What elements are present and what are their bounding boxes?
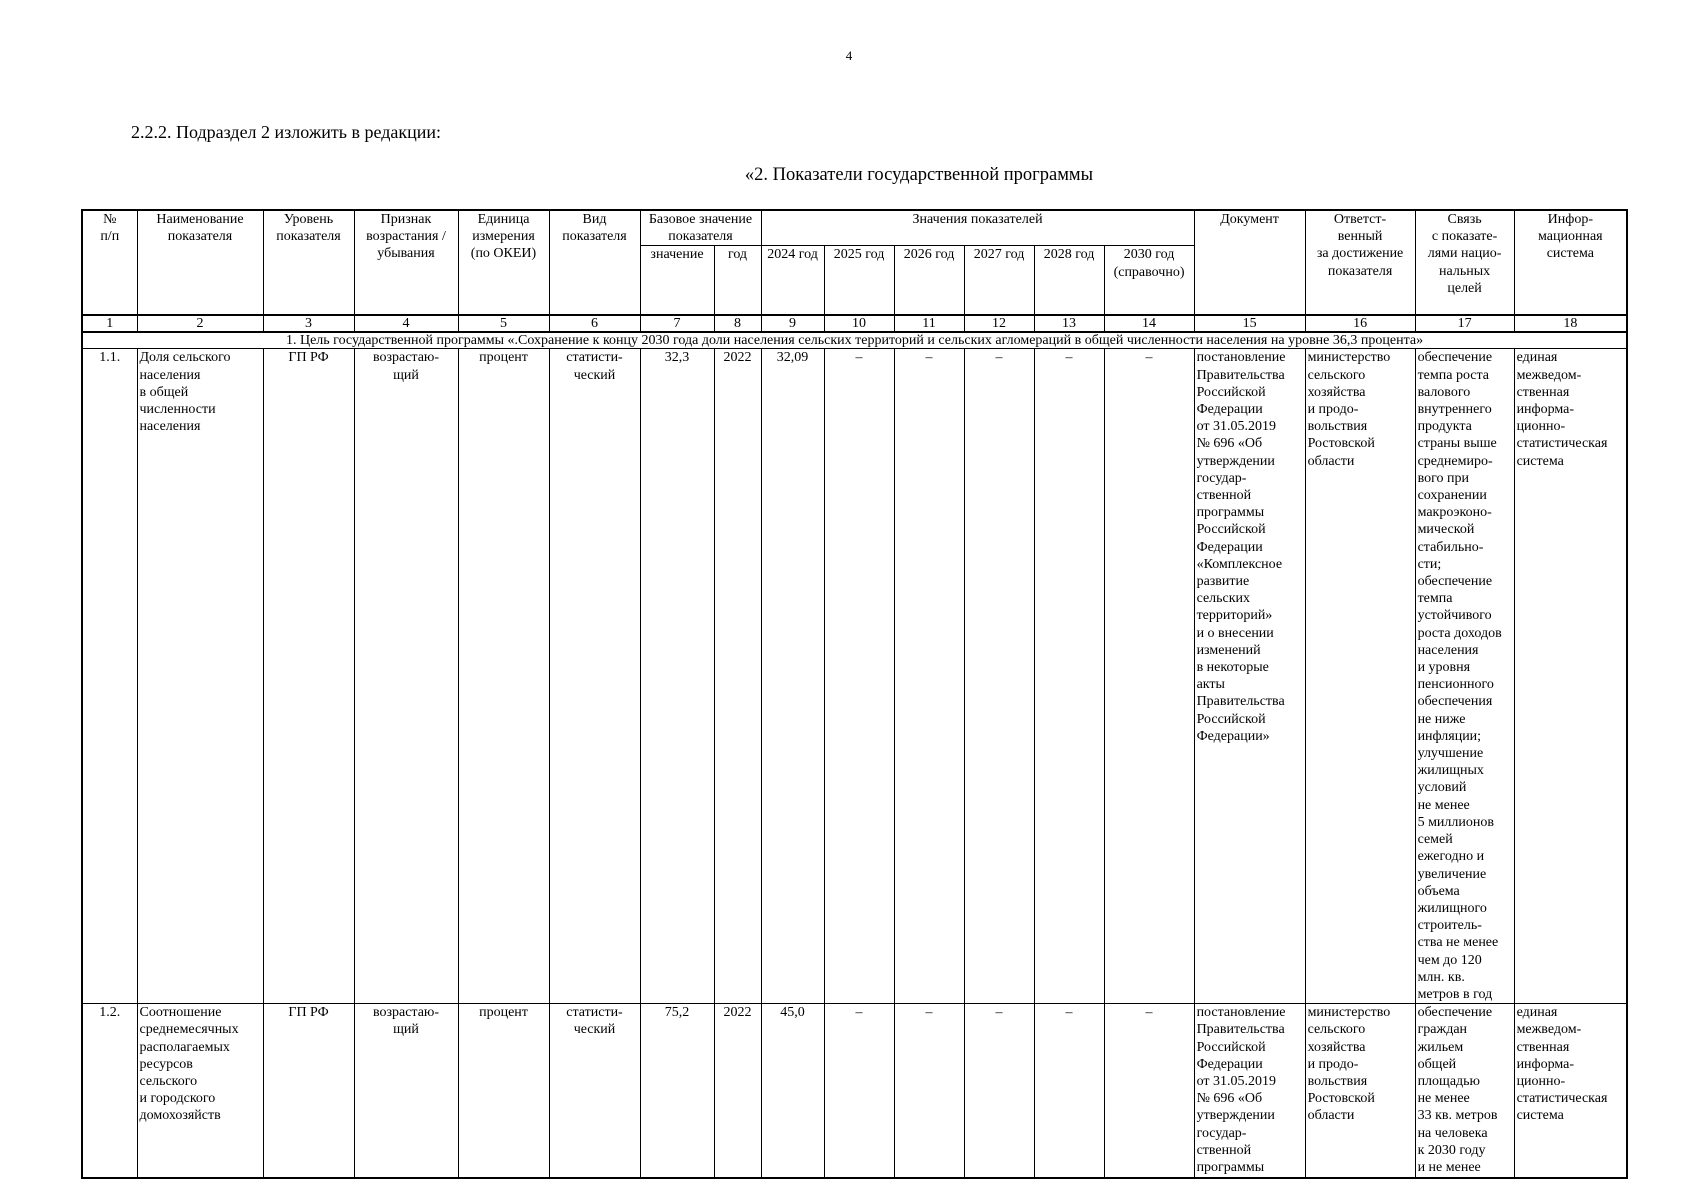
- cell-line: п/п: [100, 229, 120, 245]
- cell-line: развитие: [1196, 574, 1250, 590]
- row-unit: процент: [458, 349, 549, 1004]
- row-y2027: –: [964, 1004, 1034, 1179]
- row-level: ГП РФ: [263, 1004, 354, 1179]
- cell-line: ционно-: [1516, 419, 1566, 435]
- row-base-year: 2022: [714, 349, 761, 1004]
- col-number: 16: [1305, 315, 1415, 332]
- cell-line: (справочно): [1113, 264, 1185, 280]
- cell-line: и продо-: [1307, 1056, 1359, 1072]
- row-y2024: 45,0: [761, 1004, 824, 1179]
- header-sign: [354, 210, 458, 315]
- cell-line: Связь: [1447, 212, 1482, 227]
- cell-line: на человека: [1417, 1125, 1488, 1141]
- cell-line: условий: [1417, 780, 1467, 796]
- cell-line: Ответст-: [1333, 212, 1387, 227]
- cell-line: в общей: [139, 384, 189, 400]
- cell-line: не менее: [1417, 1091, 1470, 1107]
- col-number: 18: [1514, 315, 1627, 332]
- cell-line: возрастаю-: [372, 350, 440, 366]
- cell-line: от 31.05.2019: [1196, 1073, 1276, 1089]
- cell-line: граждан: [1417, 1022, 1468, 1038]
- cell-line: млн. кв.: [1417, 969, 1465, 985]
- row-y2025: –: [824, 349, 894, 1004]
- cell-line: ственная: [1516, 1039, 1570, 1055]
- cell-line: Единица: [477, 212, 530, 227]
- header-kind: [549, 210, 640, 315]
- cell-line: населения: [139, 367, 201, 383]
- cell-line: государ-: [1196, 1125, 1247, 1141]
- cell-line: нальных: [1439, 263, 1491, 279]
- cell-line: ежегодно и: [1417, 849, 1485, 865]
- cell-line: обеспечение: [1417, 350, 1493, 366]
- col-number: 13: [1034, 315, 1104, 332]
- cell-line: щий: [393, 367, 419, 383]
- cell-line: хозяйства: [1307, 384, 1366, 400]
- cell-line: обеспечения: [1417, 694, 1493, 710]
- cell-line: показателя: [562, 229, 627, 245]
- cell-line: Федерации: [1196, 539, 1263, 555]
- col-number: 1: [82, 315, 137, 332]
- col-number: 5: [458, 315, 549, 332]
- header-base-value: значение: [640, 246, 714, 316]
- cell-line: постановление: [1196, 1005, 1286, 1021]
- cell-line: единая: [1516, 350, 1558, 366]
- col-number: 10: [824, 315, 894, 332]
- cell-line: роста доходов: [1417, 625, 1502, 641]
- cell-line: показателя: [668, 229, 733, 245]
- col-number: 8: [714, 315, 761, 332]
- cell-line: 33 кв. метров: [1417, 1108, 1498, 1124]
- cell-line: Федерации: [1196, 1056, 1263, 1072]
- cell-line: численности: [139, 402, 216, 418]
- cell-line: щий: [393, 1022, 419, 1038]
- cell-line: программы: [1196, 505, 1265, 521]
- header-level: [263, 210, 354, 315]
- col-number: 12: [964, 315, 1034, 332]
- cell-line: области: [1307, 1108, 1355, 1124]
- header-y2025: 2025 год: [824, 246, 894, 316]
- header-info: [1514, 210, 1627, 315]
- cell-line: статисти-: [566, 350, 623, 366]
- cell-line: статисти-: [566, 1005, 623, 1021]
- col-number: 9: [761, 315, 824, 332]
- cell-line: обеспечение: [1417, 1005, 1493, 1021]
- cell-line: межведом-: [1516, 1022, 1582, 1038]
- row-name: [137, 349, 263, 1004]
- cell-line: области: [1307, 453, 1355, 469]
- intro-line: 2.2.2. Подраздел 2 изложить в редакции:: [131, 122, 442, 142]
- cell-line: №: [103, 212, 117, 227]
- cell-line: венный: [1337, 229, 1383, 245]
- cell-line: 5 миллионов: [1417, 814, 1494, 830]
- cell-line: Российской: [1196, 522, 1266, 538]
- cell-line: жилищных: [1417, 763, 1484, 779]
- cell-line: акты: [1196, 677, 1225, 693]
- table-row: [82, 1004, 1627, 1179]
- cell-line: и городского: [139, 1091, 216, 1107]
- col-number: 11: [894, 315, 964, 332]
- header-base: [640, 210, 761, 246]
- row-sign: [354, 349, 458, 1004]
- section-title: «2. Показатели государственной программы: [744, 165, 1094, 185]
- cell-line: утверждении: [1196, 453, 1275, 469]
- header-base-year: год: [714, 246, 761, 316]
- cell-line: показателя: [167, 229, 233, 245]
- col-number: 6: [549, 315, 640, 332]
- cell-line: населения: [1417, 642, 1479, 658]
- row-info: [1514, 1004, 1627, 1179]
- cell-line: единая: [1516, 1005, 1558, 1021]
- row-base-value: 32,3: [640, 349, 714, 1004]
- cell-line: статистическая: [1516, 436, 1608, 452]
- cell-line: Правительства: [1196, 694, 1285, 710]
- cell-line: министерство: [1307, 1005, 1391, 1021]
- cell-line: валового: [1417, 384, 1471, 400]
- row-kind: [549, 349, 640, 1004]
- cell-line: населения: [139, 419, 201, 435]
- row-kind: [549, 1004, 640, 1179]
- col-number: 7: [640, 315, 714, 332]
- cell-line: убывания: [377, 246, 435, 262]
- row-doc: [1194, 349, 1305, 1004]
- header-unit: [458, 210, 549, 315]
- row-info: [1514, 349, 1627, 1004]
- cell-line: общей: [1417, 1056, 1457, 1072]
- cell-line: ственной: [1196, 488, 1252, 504]
- cell-line: темпа: [1417, 591, 1453, 607]
- cell-line: № 696 «Об: [1196, 436, 1263, 452]
- cell-line: среднемиро-: [1417, 453, 1493, 469]
- cell-line: измерения: [472, 229, 535, 245]
- cell-line: строитель-: [1417, 918, 1482, 934]
- cell-line: жилищного: [1417, 900, 1487, 916]
- cell-line: система: [1516, 453, 1564, 469]
- cell-line: семей: [1417, 832, 1453, 848]
- header-y2028: 2028 год: [1034, 246, 1104, 316]
- row-link: [1415, 1004, 1514, 1179]
- cell-line: Базовое значение: [648, 212, 753, 227]
- cell-line: увеличение: [1417, 866, 1487, 882]
- row-y2025: –: [824, 1004, 894, 1179]
- row-num: 1.2.: [82, 1004, 137, 1179]
- indicators-table: [81, 209, 1628, 1179]
- header-link: [1415, 210, 1514, 315]
- cell-line: Доля сельского: [139, 350, 231, 366]
- col-number: 4: [354, 315, 458, 332]
- column-numbers-row: [82, 315, 1627, 332]
- cell-line: страны выше: [1417, 436, 1497, 452]
- cell-line: Уровень: [283, 212, 334, 227]
- row-base-year: 2022: [714, 1004, 761, 1179]
- cell-line: Федерации»: [1196, 728, 1270, 744]
- cell-line: информа-: [1516, 1056, 1575, 1072]
- cell-line: ственная: [1516, 384, 1570, 400]
- cell-line: ственной: [1196, 1142, 1252, 1158]
- row-sign: [354, 1004, 458, 1179]
- col-number: 17: [1415, 315, 1514, 332]
- header-resp: [1305, 210, 1415, 315]
- cell-line: устойчивого: [1417, 608, 1492, 624]
- cell-line: программы: [1196, 1159, 1265, 1175]
- row-link: [1415, 349, 1514, 1004]
- cell-line: и продо-: [1307, 402, 1359, 418]
- goal-text: 1. Цель государственной программы «.Сохранение к концу 2030 года доли населения сельских территорий и сельских агломераций в общей численности населения на уровне 36,3 процента»: [82, 332, 1627, 349]
- cell-line: Российской: [1196, 1039, 1266, 1055]
- goal-row: [82, 332, 1627, 349]
- row-num: 1.1.: [82, 349, 137, 1004]
- row-y2027: –: [964, 349, 1034, 1004]
- cell-line: с показате-: [1431, 229, 1498, 245]
- cell-line: территорий»: [1196, 608, 1273, 624]
- row-y2030: –: [1104, 1004, 1194, 1179]
- row-y2028: –: [1034, 349, 1104, 1004]
- cell-line: обеспечение: [1417, 574, 1493, 590]
- cell-line: макроэконо-: [1417, 505, 1492, 521]
- cell-line: сельского: [1307, 367, 1366, 383]
- cell-line: информа-: [1516, 402, 1575, 418]
- cell-line: площадью: [1417, 1073, 1481, 1089]
- cell-line: целей: [1447, 280, 1482, 296]
- cell-line: утверждении: [1196, 1108, 1275, 1124]
- cell-line: Ростовской: [1307, 436, 1375, 452]
- row-resp: [1305, 1004, 1415, 1179]
- col-number: 3: [263, 315, 354, 332]
- header-name: [137, 210, 263, 315]
- cell-line: среднемесячных: [139, 1022, 239, 1038]
- row-y2026: –: [894, 1004, 964, 1179]
- header-doc: Документ: [1194, 210, 1305, 315]
- cell-line: и не менее: [1417, 1159, 1481, 1175]
- cell-line: метров в год: [1417, 986, 1493, 1002]
- cell-line: жильем: [1417, 1039, 1464, 1055]
- cell-line: располагаемых: [139, 1039, 230, 1055]
- cell-line: № 696 «Об: [1196, 1091, 1263, 1107]
- cell-line: Инфор-: [1547, 212, 1593, 227]
- cell-line: государ-: [1196, 470, 1247, 486]
- cell-line: улучшение: [1417, 746, 1484, 762]
- col-number: 2: [137, 315, 263, 332]
- cell-line: сохранении: [1417, 488, 1487, 504]
- header-y2024: 2024 год: [761, 246, 824, 316]
- cell-line: Правительства: [1196, 1022, 1285, 1038]
- header-values: Значения показателей: [761, 210, 1194, 246]
- row-y2028: –: [1034, 1004, 1104, 1179]
- cell-line: Правительства: [1196, 367, 1285, 383]
- cell-line: Федерации: [1196, 402, 1263, 418]
- cell-line: (по ОКЕИ): [470, 246, 537, 262]
- cell-line: 2030 год: [1123, 247, 1175, 263]
- cell-line: изменений: [1196, 642, 1261, 658]
- cell-line: и о внесении: [1196, 625, 1274, 641]
- cell-line: внутреннего: [1417, 402, 1492, 418]
- cell-line: хозяйства: [1307, 1039, 1366, 1055]
- page-number: 4: [845, 48, 853, 63]
- cell-line: сельских: [1196, 591, 1251, 607]
- cell-line: ческий: [573, 1022, 616, 1038]
- cell-line: возрастания /: [366, 229, 446, 245]
- cell-line: «Комплексное: [1196, 556, 1283, 572]
- header-y2027: 2027 год: [964, 246, 1034, 316]
- cell-line: Российской: [1196, 384, 1266, 400]
- row-y2024: 32,09: [761, 349, 824, 1004]
- cell-line: от 31.05.2019: [1196, 419, 1276, 435]
- header-y2030: [1104, 246, 1194, 316]
- cell-line: пенсионного: [1417, 677, 1494, 693]
- cell-line: не ниже: [1417, 711, 1466, 727]
- cell-line: межведом-: [1516, 367, 1582, 383]
- cell-line: система: [1516, 1108, 1564, 1124]
- cell-line: сельского: [1307, 1022, 1366, 1038]
- cell-line: домохозяйств: [139, 1108, 221, 1124]
- col-number: 15: [1194, 315, 1305, 332]
- row-unit: процент: [458, 1004, 549, 1179]
- cell-line: продукта: [1417, 419, 1472, 435]
- cell-line: объема: [1417, 883, 1460, 899]
- cell-line: Соотношение: [139, 1005, 222, 1021]
- cell-line: Российской: [1196, 711, 1266, 727]
- col-number: 14: [1104, 315, 1194, 332]
- cell-line: лями нацио-: [1427, 246, 1502, 262]
- cell-line: Ростовской: [1307, 1091, 1375, 1107]
- cell-line: чем до 120: [1417, 952, 1482, 968]
- cell-line: к 2030 году: [1417, 1142, 1486, 1158]
- row-level: ГП РФ: [263, 349, 354, 1004]
- table-row: [82, 349, 1627, 1004]
- cell-line: инфляции;: [1417, 728, 1482, 744]
- cell-line: показателя: [276, 229, 341, 245]
- row-name: [137, 1004, 263, 1179]
- cell-line: министерство: [1307, 350, 1391, 366]
- cell-line: вого при: [1417, 470, 1469, 486]
- cell-line: возрастаю-: [372, 1005, 440, 1021]
- cell-line: постановление: [1196, 350, 1286, 366]
- cell-line: сельского: [139, 1073, 198, 1089]
- cell-line: и уровня: [1417, 660, 1471, 676]
- cell-line: ресурсов: [139, 1056, 193, 1072]
- cell-line: Наименование: [156, 212, 244, 227]
- cell-line: сти;: [1417, 556, 1442, 572]
- cell-line: показателя: [1327, 263, 1393, 279]
- row-y2026: –: [894, 349, 964, 1004]
- cell-line: Вид: [582, 212, 607, 227]
- cell-line: ционно-: [1516, 1073, 1566, 1089]
- cell-line: стабильно-: [1417, 539, 1484, 555]
- cell-line: статистическая: [1516, 1091, 1608, 1107]
- header-num: [82, 210, 137, 315]
- cell-line: в некоторые: [1196, 660, 1269, 676]
- row-base-value: 75,2: [640, 1004, 714, 1179]
- row-doc: [1194, 1004, 1305, 1179]
- row-y2030: –: [1104, 349, 1194, 1004]
- cell-line: ческий: [573, 367, 616, 383]
- cell-line: не менее: [1417, 797, 1470, 813]
- cell-line: система: [1546, 246, 1594, 262]
- cell-line: вольствия: [1307, 419, 1368, 435]
- cell-line: темпа роста: [1417, 367, 1490, 383]
- cell-line: Признак: [380, 212, 432, 227]
- cell-line: за достижение: [1316, 246, 1404, 262]
- cell-line: вольствия: [1307, 1073, 1368, 1089]
- row-resp: [1305, 349, 1415, 1004]
- cell-line: мационная: [1538, 229, 1603, 245]
- header-y2026: 2026 год: [894, 246, 964, 316]
- cell-line: мической: [1417, 522, 1475, 538]
- cell-line: ства не менее: [1417, 935, 1499, 951]
